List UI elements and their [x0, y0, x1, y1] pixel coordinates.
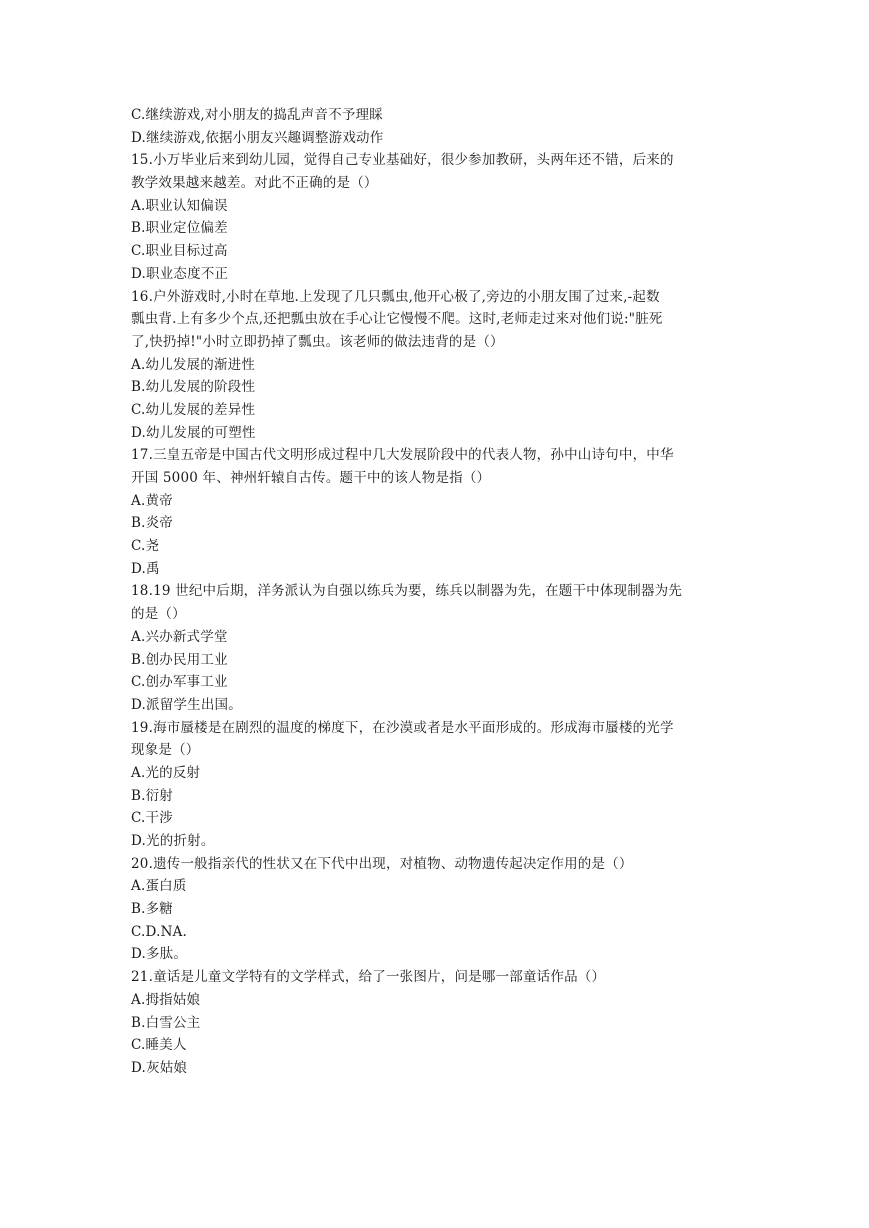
text-line: 16.户外游戏时,小时在草地.上发现了几只瓢虫,他开心极了,旁边的小朋友围了过来,-起数 — [131, 288, 660, 305]
text-line: C.尧 — [131, 538, 160, 555]
text-line: B.多糖 — [131, 901, 174, 918]
text-line: C.干涉 — [131, 810, 173, 827]
text-line: 了,快扔掉!"小时立即扔掉了瓢虫。该老师的做法违背的是（） — [131, 333, 504, 350]
text-line: A.蛋白质 — [131, 878, 187, 895]
text-line: 教学效果越来越差。对此不正确的是（） — [131, 175, 378, 192]
text-line: A.职业认知偏误 — [131, 197, 228, 214]
text-line: 瓢虫背.上有多少个点,还把瓢虫放在手心让它慢慢不爬。这时,老师走过来对他们说:"脏死 — [131, 311, 663, 328]
text-line: 20.遗传一般指亲代的性状又在下代中出现，对植物、动物遗传起决定作用的是（） — [131, 855, 633, 872]
text-line: 18.19 世纪中后期，洋务派认为自强以练兵为要，练兵以制器为先，在题干中体现制器为先 — [131, 583, 683, 600]
text-line: A.兴办新式学堂 — [131, 628, 228, 645]
text-line: C.D.NA. — [131, 923, 188, 940]
text-line: D.禹 — [131, 560, 160, 577]
text-line: 21.童话是儿童文学特有的文学样式，给了一张图片，问是哪一部童话作品（） — [131, 969, 606, 986]
text-line: 19.海市蜃楼是在剧烈的温度的梯度下，在沙漠或者是水平面形成的。形成海市蜃楼的光学 — [131, 719, 674, 736]
text-line: C.继续游戏,对小朋友的捣乱声音不予理睬 — [131, 107, 383, 123]
text-line: 15.小万毕业后来到幼儿园，觉得自己专业基础好，很少参加教研，头两年还不错，后来的 — [131, 152, 674, 169]
text-line: 17.三皇五帝是中国古代文明形成过程中几大发展阶段中的代表人物，孙中山诗句中，中华 — [131, 447, 674, 464]
text-line: D.继续游戏,依据小朋友兴趣调整游戏动作 — [131, 129, 384, 146]
question-text-body — [131, 104, 741, 1080]
text-line: 开国 5000 年、神州轩辕自古传。题干中的该人物是指（） — [131, 470, 491, 486]
text-line: D.光的折射。 — [131, 833, 215, 849]
text-line: B.创办民用工业 — [131, 651, 228, 668]
text-line: A.黄帝 — [131, 492, 173, 509]
text-line: B.白雪公主 — [131, 1014, 201, 1031]
text-line: C.职业目标过高 — [131, 243, 228, 260]
text-line: C.睡美人 — [131, 1037, 187, 1054]
text-line: B.职业定位偏差 — [131, 220, 228, 237]
text-line: D.派留学生出国。 — [131, 696, 242, 713]
text-line: B.衍射 — [131, 787, 174, 804]
text-line: A.光的反射 — [131, 764, 201, 781]
text-line: B.炎帝 — [131, 515, 174, 532]
text-line: 现象是（） — [131, 742, 200, 759]
text-line: 的是（） — [131, 606, 186, 623]
text-line: A.幼儿发展的渐进性 — [131, 356, 256, 373]
text-line: C.创办军事工业 — [131, 674, 228, 691]
text-line: D.多肽。 — [131, 946, 188, 963]
text-line: C.幼儿发展的差异性 — [131, 401, 256, 418]
text-line: D.幼儿发展的可塑性 — [131, 424, 256, 441]
text-line: A.拇指姑娘 — [131, 991, 201, 1008]
text-line: B.幼儿发展的阶段性 — [131, 379, 256, 396]
text-line: D.职业态度不正 — [131, 265, 229, 282]
text-line: D.灰姑娘 — [131, 1059, 188, 1076]
